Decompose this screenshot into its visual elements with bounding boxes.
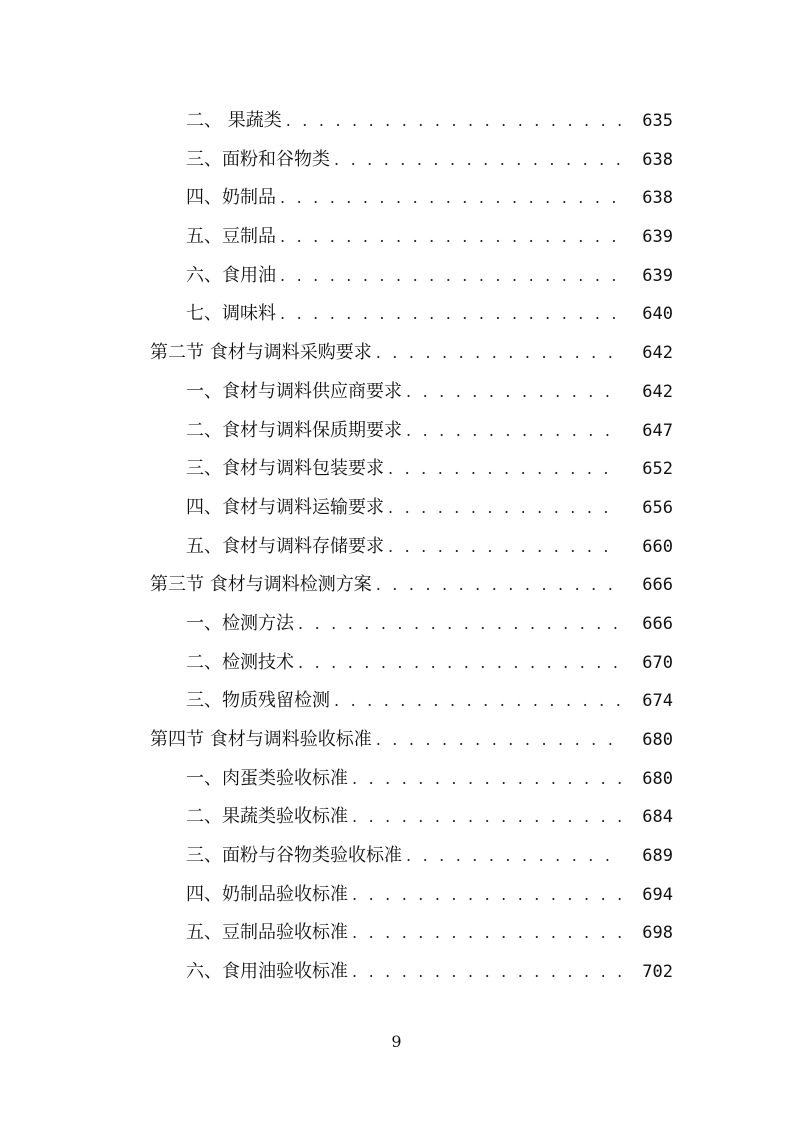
toc-entry-page: 639 <box>621 218 673 257</box>
toc-entry-page: 638 <box>621 179 673 218</box>
toc-entry-title: 一、肉蛋类验收标准 <box>186 767 348 789</box>
toc-entry-title: 四、食材与调料运输要求 <box>186 496 384 518</box>
toc-item-row[interactable] <box>0 102 793 141</box>
toc-entry-title: 三、面粉和谷物类 <box>186 148 330 170</box>
toc-dot-leader <box>352 760 621 799</box>
toc-dot-leader <box>388 489 621 528</box>
toc-dot-leader <box>352 953 621 992</box>
toc-item-row[interactable] <box>0 605 793 644</box>
toc-item-row[interactable] <box>0 295 793 334</box>
toc-dot-leader <box>376 566 621 605</box>
toc-dot-leader <box>280 179 621 218</box>
toc-dot-leader <box>280 218 621 257</box>
toc-section-row[interactable] <box>0 721 793 760</box>
toc-dot-leader <box>280 295 621 334</box>
toc-item-row[interactable] <box>0 489 793 528</box>
toc-entry-title: 三、食材与调料包装要求 <box>186 458 384 480</box>
toc-entry-title: 七、调味料 <box>186 303 276 325</box>
toc-dot-leader <box>406 373 621 412</box>
toc-item-row[interactable] <box>0 876 793 915</box>
toc-entry-page: 680 <box>621 721 673 760</box>
toc-entry-title: 第二节 食材与调料采购要求 <box>150 342 372 364</box>
toc-entry-page: 639 <box>621 257 673 296</box>
toc-dot-leader <box>376 334 621 373</box>
toc-item-row[interactable] <box>0 760 793 799</box>
toc-entry-page: 642 <box>621 373 673 412</box>
toc-entry-title: 第四节 食材与调料验收标准 <box>150 729 372 750</box>
toc-entry-page: 674 <box>621 682 673 721</box>
toc-item-row[interactable] <box>0 373 793 412</box>
toc-item-row[interactable] <box>0 412 793 451</box>
toc-entry-page: 656 <box>621 489 673 528</box>
toc-entry-title: 五、豆制品验收标准 <box>186 922 348 944</box>
toc-entry-page: 640 <box>621 295 673 334</box>
toc-entry-title: 三、面粉与谷物类验收标准 <box>186 845 402 867</box>
toc-item-row[interactable] <box>0 528 793 567</box>
toc-entry-page: 689 <box>621 837 673 876</box>
toc-item-row[interactable] <box>0 644 793 683</box>
toc-entry-page: 666 <box>621 566 673 605</box>
toc-entry-title: 四、奶制品 <box>186 187 276 209</box>
toc-dot-leader <box>334 682 621 721</box>
toc-entry-page: 698 <box>621 914 673 953</box>
toc-entry-page: 666 <box>621 605 673 644</box>
toc-item-row[interactable] <box>0 218 793 257</box>
toc-item-row[interactable] <box>0 953 793 992</box>
toc-entry-title: 二、 果蔬类 <box>186 110 282 131</box>
toc-entry-title: 四、奶制品验收标准 <box>186 883 348 905</box>
toc-item-row[interactable] <box>0 914 793 953</box>
toc-item-row[interactable] <box>0 179 793 218</box>
toc-entry-page: 652 <box>621 450 673 489</box>
toc-item-row[interactable] <box>0 450 793 489</box>
toc-entry-page: 638 <box>621 141 673 180</box>
toc-dot-leader <box>280 257 621 296</box>
toc-dot-leader <box>388 450 621 489</box>
toc-entry-title: 一、食材与调料供应商要求 <box>186 380 402 402</box>
toc-entry-title: 五、豆制品 <box>186 226 276 248</box>
toc-entry-page: 680 <box>621 760 673 799</box>
toc-entry-title: 二、果蔬类验收标准 <box>186 806 348 828</box>
toc-section-row[interactable] <box>0 566 793 605</box>
toc-dot-leader <box>286 102 621 141</box>
toc-entry-title: 六、食用油验收标准 <box>186 961 348 983</box>
toc-entry-page: 642 <box>621 334 673 373</box>
toc-entry-title: 二、检测技术 <box>186 651 294 673</box>
toc-dot-leader <box>376 721 621 760</box>
toc-entry-title: 第三节 食材与调料检测方案 <box>150 574 372 596</box>
toc-section-row[interactable] <box>0 334 793 373</box>
toc-entry-page: 670 <box>621 644 673 683</box>
toc-entry-title: 一、检测方法 <box>186 612 294 634</box>
toc-item-row[interactable] <box>0 837 793 876</box>
toc-entry-page: 660 <box>621 528 673 567</box>
toc-dot-leader <box>352 876 621 915</box>
toc-dot-leader <box>406 837 621 876</box>
table-of-contents <box>0 102 793 992</box>
toc-entry-page: 684 <box>621 798 673 837</box>
toc-item-row[interactable] <box>0 141 793 180</box>
toc-item-row[interactable] <box>0 682 793 721</box>
toc-entry-page: 635 <box>621 102 673 141</box>
toc-dot-leader <box>298 605 621 644</box>
toc-item-row[interactable] <box>0 257 793 296</box>
toc-dot-leader <box>388 528 621 567</box>
toc-entry-page: 702 <box>621 953 673 992</box>
toc-dot-leader <box>406 412 621 451</box>
toc-entry-title: 五、食材与调料存储要求 <box>186 535 384 557</box>
toc-item-row[interactable] <box>0 798 793 837</box>
toc-entry-title: 六、食用油 <box>186 264 276 286</box>
toc-dot-leader <box>352 798 621 837</box>
toc-entry-title: 三、物质残留检测 <box>186 690 330 712</box>
toc-dot-leader <box>352 914 621 953</box>
page-number: 9 <box>391 1032 402 1051</box>
toc-dot-leader <box>334 141 621 180</box>
toc-entry-title: 二、食材与调料保质期要求 <box>186 419 402 441</box>
toc-dot-leader <box>298 644 621 683</box>
toc-entry-page: 694 <box>621 876 673 915</box>
toc-entry-page: 647 <box>621 412 673 451</box>
